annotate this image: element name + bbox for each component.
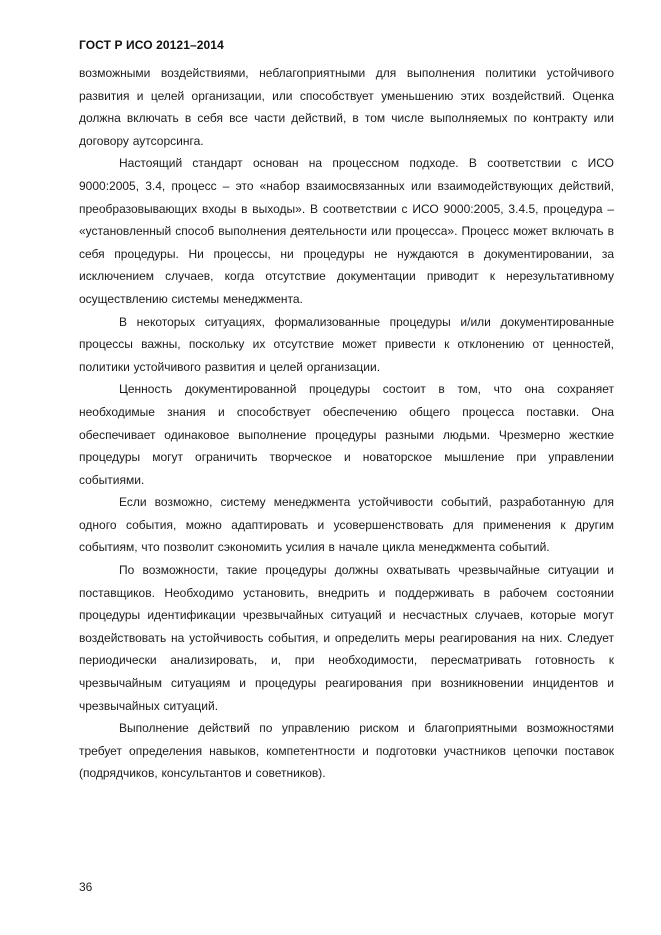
paragraph-risk-management: Выполнение действий по управлению риском и благоприятными возможностями требует определения навыков, компетентности и подготовки участников цепочки поставок (подрядчиков, консультантов и советников).	[79, 721, 614, 781]
paragraph-process-approach: Настоящий стандарт основан на процессном подходе. В соответствии с ИСО 9000:2005, 3.4, процесс – это «набор взаимосвязанных или взаимодействующих действий, преобразовывающих входы в выходы». В соответствии с ИСО 9000:2005, 3.4.5, процедура – «установленный способ выполнения деятельности или процесса». Процесс может включать в себя процедуры. Ни процессы, ни процедуры не нуждаются в документировании, за исключением случаев, когда отсутствие документации приводит к нерезультативному осуществлению системы менеджмента.	[79, 156, 614, 306]
paragraph-documented-procedure-value: Ценность документированной процедуры состоит в том, что она сохраняет необходимые знания и способствует обеспечению общего процесса поставки. Она обеспечивает одинаковое выполнение процедуры разными людьми. Чрезмерно жесткие процедуры могут ограничить творческое и новаторское мышление при управлении событиями.	[79, 382, 614, 487]
paragraph-emergency-situations: По возможности, такие процедуры должны охватывать чрезвычайные ситуации и поставщиков. Необходимо установить, внедрить и поддерживать в рабочем состоянии процедуры идентификации чрезвычайных ситуаций и несчастных случаев, которые могут воздействовать на устойчивость события, и определить меры реагирования на них. Следует периодически анализировать, и, при необходимости, пересматривать готовность к чрезвычайным ситуациям и процедуры реагирования при возникновении инцидентов и чрезвычайных ситуаций.	[79, 563, 614, 713]
page-number: 36	[79, 880, 93, 894]
paragraph-formalized-procedures: В некоторых ситуациях, формализованные процедуры и/или документированные процессы важны, поскольку их отсутствие может привести к отклонению от ценностей, политики устойчивого развития и целей организации.	[79, 314, 614, 374]
paragraph-continuation: возможными воздействиями, неблагоприятными для выполнения политики устойчивого развития и целей организации, или способствует уменьшению этих воздействий. Оценка должна включать в себя все части действий, в том числе выполняемых по контракту или договору аутсорсинга.	[79, 66, 614, 148]
body-text	[79, 62, 614, 785]
document-header: ГОСТ Р ИСО 20121–2014	[79, 38, 224, 52]
paragraph-adaptation: Если возможно, систему менеджмента устойчивости событий, разработанную для одного события, можно адаптировать и усовершенствовать для применения к другим событиям, что позволит сэкономить усилия в начале цикла менеджмента событий.	[79, 495, 614, 555]
